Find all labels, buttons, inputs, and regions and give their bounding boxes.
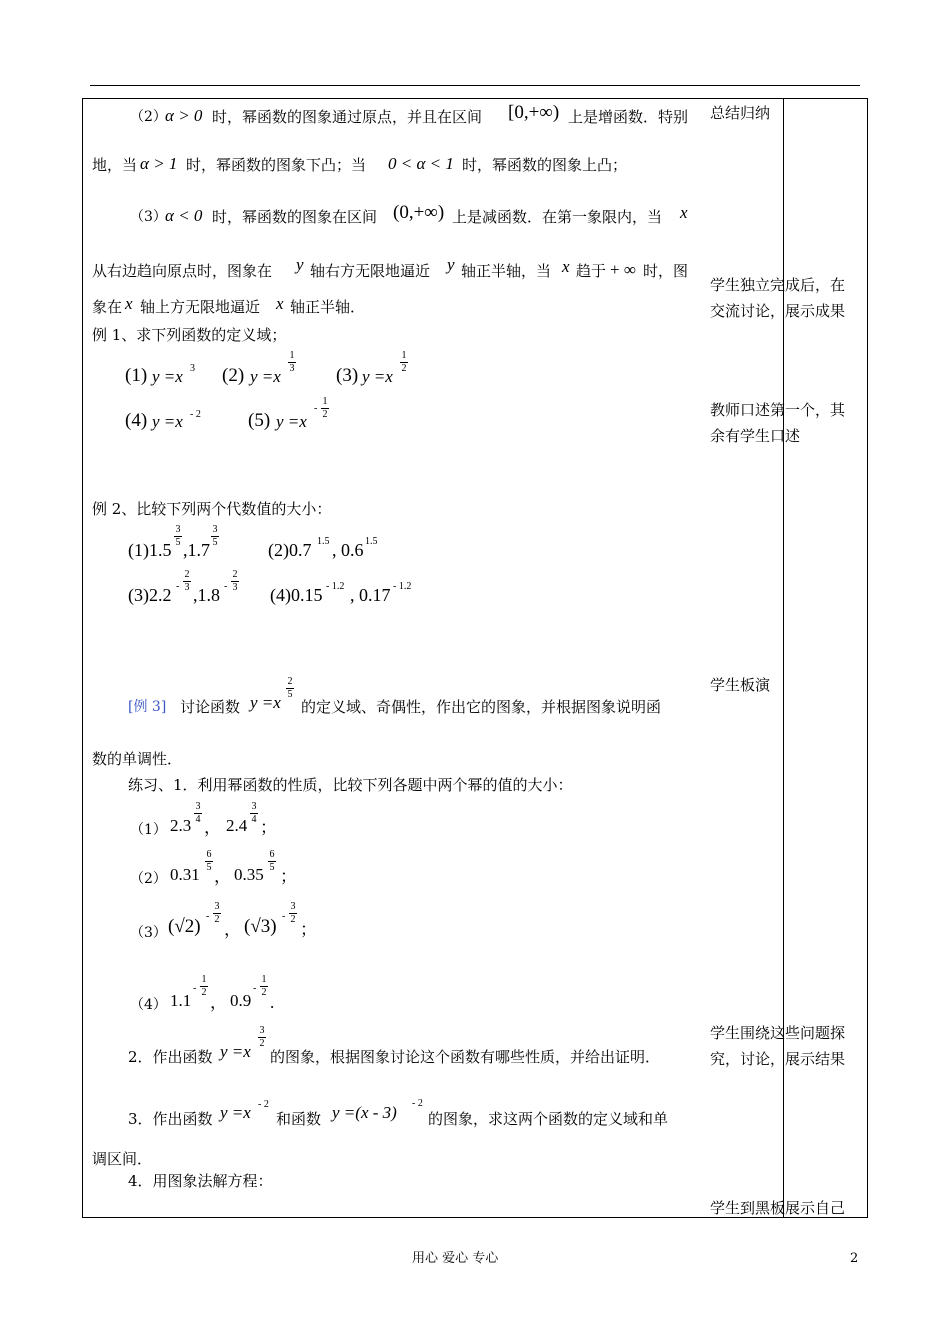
prop3-text4: 轴右方无限地逼近 <box>310 262 431 280</box>
math-alpha-gt1: α > 1 <box>140 154 178 173</box>
math-0-lt-alpha-lt-1: 0 < α < 1 <box>388 154 454 173</box>
ex1-title: 例 1、求下列函数的定义域； <box>92 326 287 344</box>
prop3-text1: 时，幂函数的图象在区间 <box>212 208 378 226</box>
side-note-5b: 究，讨论，展示结果 <box>710 1050 846 1068</box>
math-plus-inf: + ∞ <box>610 260 636 279</box>
ex3-exponent: 2 5 <box>287 676 293 700</box>
practice-q4: 4．用图象法解方程： <box>128 1172 273 1190</box>
math-x2: x <box>562 257 570 276</box>
math-x3: x <box>125 294 133 313</box>
practice-q2-exponent: 3 2 <box>259 1025 265 1049</box>
ex2-title: 例 2、比较下列两个代数值的大小： <box>92 500 332 518</box>
practice-q3-formula1: y =x <box>220 1103 251 1122</box>
practice-q2-formula: y =x <box>220 1042 251 1061</box>
prop3-label: （3） <box>130 209 167 225</box>
math-interval-0-inf: [0,+∞) <box>508 102 560 123</box>
page-number: 2 <box>850 1251 859 1266</box>
prop3-text5: 轴正半轴，当 <box>461 262 552 280</box>
side-note-2a: 学生独立完成后，在 <box>710 276 846 294</box>
practice-q2-a: 2．作出函数 <box>128 1048 213 1066</box>
side-note-3a: 教师口述第一个，其 <box>710 401 846 419</box>
ex3-text3: 数的单调性． <box>92 750 183 768</box>
prop2-text1: 时，幂函数的图象通过原点，并且在区间 <box>212 108 483 126</box>
math-y: y <box>296 255 304 274</box>
prop3-text3: 从右边趋向原点时，图象在 <box>92 262 273 280</box>
math-y2: y <box>447 255 455 274</box>
prop2-text2: 上是增函数．特别 <box>568 108 689 126</box>
practice-q3-b: 和函数 <box>276 1110 322 1128</box>
prop3-text6: 趋于 <box>576 262 607 280</box>
practice-q3-a: 3．作出函数 <box>128 1110 213 1128</box>
math-alpha-gt0: α > 0 <box>165 106 203 125</box>
side-note-2b: 交流讨论，展示成果 <box>710 302 846 320</box>
prop3-text9: 轴上方无限地逼近 <box>140 298 261 316</box>
prop3-text2: 上是减函数．在第一象限内，当 <box>452 208 663 226</box>
prop3-text8: 象在 <box>92 298 123 316</box>
side-note-3b: 余有学生口述 <box>710 427 801 445</box>
prop3-text7: 时，图 <box>643 262 689 280</box>
math-x4: x <box>276 294 284 313</box>
ex3-formula: y =x <box>250 693 281 712</box>
side-note-1: 总结归纳 <box>710 104 771 122</box>
practice-q3-c: 的图象，求这两个函数的定义域和单 <box>428 1110 669 1128</box>
prop2-text5: 时，幂函数的图象上凸； <box>462 156 628 174</box>
math-alpha-lt0: α < 0 <box>165 206 203 225</box>
ex3-text1: 讨论函数 <box>180 698 241 716</box>
math-interval-open: (0,+∞) <box>393 202 445 223</box>
math-x: x <box>680 203 688 222</box>
practice-q2-b: 的图象，根据图象讨论这个函数有哪些性质，并给出证明． <box>270 1048 661 1066</box>
side-note-4: 学生板演 <box>710 676 771 694</box>
prop2-text3: 地，当 <box>92 156 138 174</box>
practice-q3-formula2: y =(x - 3) <box>332 1103 397 1122</box>
prop2-text4: 时，幂函数的图象下凸；当 <box>186 156 367 174</box>
ex3-text2: 的定义域、奇偶性，作出它的图象，并根据图象说明函 <box>301 698 662 716</box>
footer-text: 用心 爱心 专心 <box>412 1251 499 1266</box>
practice-q3-d: 调区间． <box>92 1150 153 1168</box>
prop2-label: （2） <box>130 109 167 125</box>
ex3-tag: [例 3] <box>128 699 167 715</box>
side-note-6: 学生到黑板展示自己 <box>710 1199 846 1217</box>
header-rule <box>90 85 860 86</box>
side-note-5a: 学生围绕这些问题探 <box>710 1024 846 1042</box>
prop3-text10: 轴正半轴． <box>290 298 366 316</box>
practice-title: 练习、1．利用幂函数的性质，比较下列各题中两个幂的值的大小： <box>128 776 573 794</box>
